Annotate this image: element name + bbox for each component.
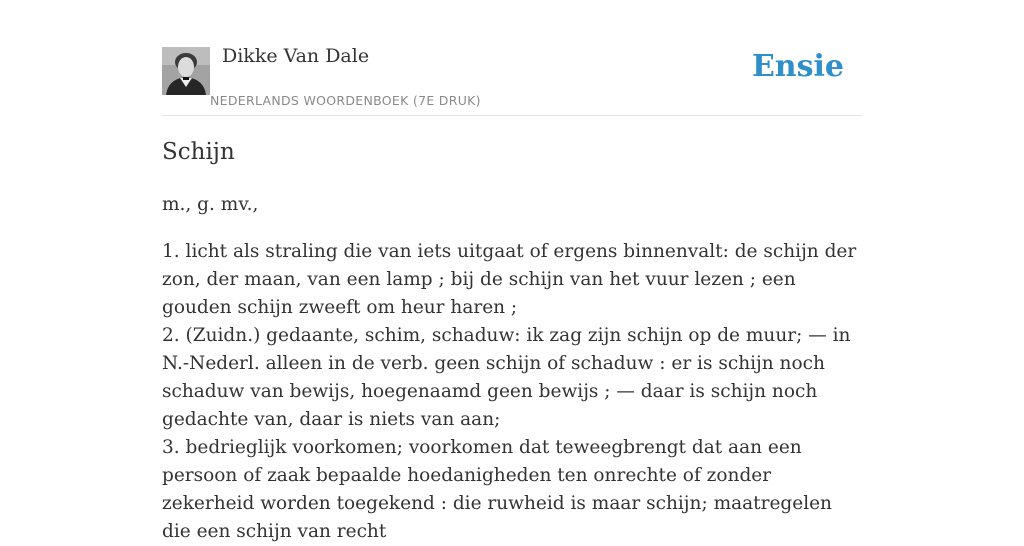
- grammar-info: m., g. mv.,: [162, 194, 259, 215]
- portrait-image: [162, 47, 210, 95]
- entry-body: [162, 191, 862, 546]
- header: [162, 0, 862, 116]
- definition-1: 1. licht als straling die van iets uitgaat of ergens binnenvalt: de schijn der zon, der maan, van een lamp ; bij de schijn van het vuur lezen ; een gouden schijn zweeft om heur haren ;: [162, 241, 857, 318]
- ensie-logo[interactable]: Ensie: [751, 49, 844, 84]
- definition-2: 2. (Zuidn.) gedaante, schim, schaduw: ik zag zijn schijn op de muur; — in N.-Nederl. alleen in de verb. geen schijn of schaduw : er is schijn noch schaduw van bewijs, hoegenaamd geen bewijs ; — daar is schijn noch gedachte van, daar is niets van aan;: [162, 325, 851, 430]
- page: [162, 0, 862, 542]
- entry-title: Schijn: [162, 139, 235, 165]
- author-name[interactable]: Dikke Van Dale: [222, 45, 370, 67]
- definition-3: 3. bedrieglijk voorkomen; voorkomen dat teweegbrengt dat aan een persoon of zaak bepaalde hoedanigheden ten onrechte of zonder zekerheid worden toegekend : die ruwheid is maar schijn; maatregelen die een schijn van recht: [162, 437, 832, 542]
- author-avatar[interactable]: [162, 47, 210, 95]
- source-label[interactable]: NEDERLANDS WOORDENBOEK (7E DRUK): [210, 93, 481, 108]
